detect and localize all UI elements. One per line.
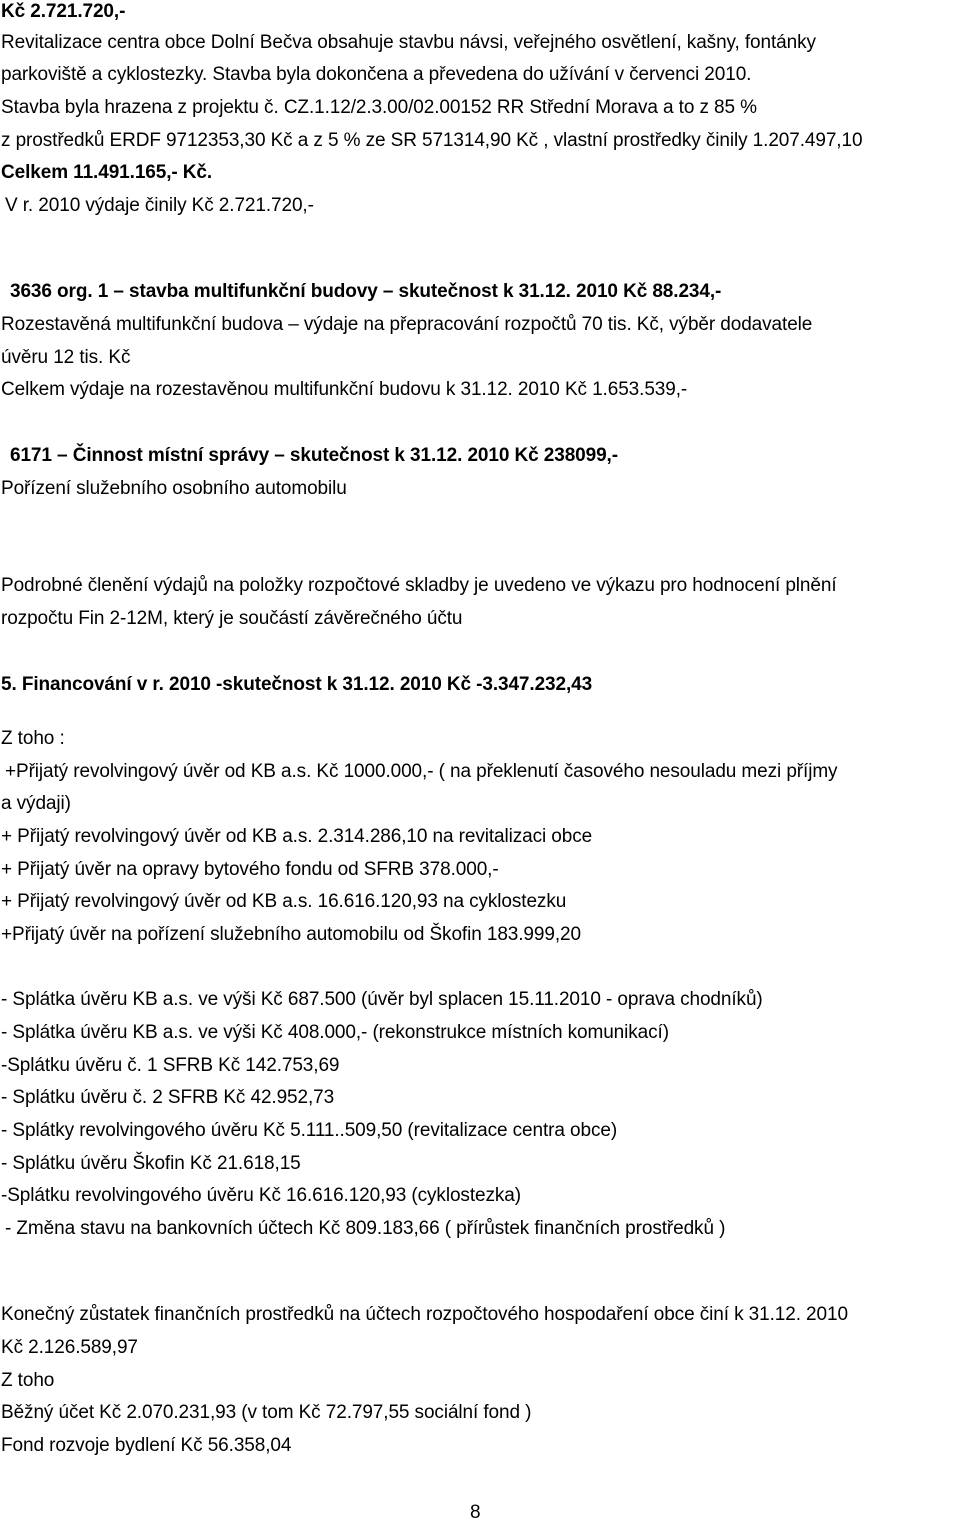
text-line: Z toho <box>1 1370 55 1391</box>
text-line: Celkem výdaje na rozestavěnou multifunkční budovu k 31.12. 2010 Kč 1.653.539,- <box>1 379 688 400</box>
text-line: -Splátku úvěru č. 1 SFRB Kč 142.753,69 <box>1 1055 340 1076</box>
text-line: -Splátku revolvingového úvěru Kč 16.616.120,93 (cyklostezka) <box>1 1185 521 1206</box>
text-line: úvěru 12 tis. Kč <box>1 347 131 368</box>
text-line: Stavba byla hrazena z projektu č. CZ.1.12/2.3.00/02.00152 RR Střední Morava a to z 85 % <box>1 97 757 118</box>
section-heading-3636: 3636 org. 1 – stavba multifunkční budovy – skutečnost k 31.12. 2010 Kč 88.234,- <box>10 281 722 302</box>
text-line: Běžný účet Kč 2.070.231,93 (v tom Kč 72.797,55 sociální fond ) <box>1 1402 532 1423</box>
text-line: a výdaji) <box>1 793 71 814</box>
text-line: Pořízení služebního osobního automobilu <box>1 478 347 499</box>
text-line: +Přijatý úvěr na pořízení služebního automobilu od Škofin 183.999,20 <box>1 924 581 945</box>
text-line: + Přijatý revolvingový úvěr od KB a.s. 2.314.286,10 na revitalizaci obce <box>1 826 593 847</box>
amount-heading: Kč 2.721.720,- <box>1 1 126 22</box>
text-line: - Splátka úvěru KB a.s. ve výši Kč 408.000,- (rekonstrukce místních komunikací) <box>1 1022 669 1043</box>
section-heading-financovani: 5. Financování v r. 2010 -skutečnost k 31.12. 2010 Kč -3.347.232,43 <box>1 674 593 695</box>
text-line: Fond rozvoje bydlení Kč 56.358,04 <box>1 1435 292 1456</box>
text-line: z prostředků ERDF 9712353,30 Kč a z 5 % ze SR 571314,90 Kč , vlastní prostředky činily 1.207.497,10 <box>1 130 863 151</box>
text-line: - Splátku úvěru Škofin Kč 21.618,15 <box>1 1153 301 1174</box>
text-line: Konečný zůstatek finančních prostředků na účtech rozpočtového hospodaření obce činí k 31.12. 2010 <box>1 1304 848 1325</box>
text-line: + Přijatý úvěr na opravy bytového fondu od SFRB 378.000,- <box>1 859 499 880</box>
total-line: Celkem 11.491.165,- Kč. <box>1 162 213 183</box>
text-line: +Přijatý revolvingový úvěr od KB a.s. Kč 1000.000,- ( na překlenutí časového nesouladu mezi příjmy <box>5 761 838 782</box>
text-line: Podrobné členění výdajů na položky rozpočtové skladby je uvedeno ve výkazu pro hodnocení plnění <box>1 575 837 596</box>
text-line: Z toho : <box>1 728 65 749</box>
page-number: 8 <box>470 1502 481 1523</box>
text-line: - Splátky revolvingového úvěru Kč 5.111..509,50 (revitalizace centra obce) <box>1 1120 618 1141</box>
text-line: rozpočtu Fin 2-12M, který je součástí závěrečného účtu <box>1 608 463 629</box>
text-line: - Splátku úvěru č. 2 SFRB Kč 42.952,73 <box>1 1087 335 1108</box>
text-line: V r. 2010 výdaje činily Kč 2.721.720,- <box>5 195 314 216</box>
text-line: Rozestavěná multifunkční budova – výdaje na přepracování rozpočtů 70 tis. Kč, výběr dodavatele <box>1 314 813 335</box>
text-line: parkoviště a cyklostezky. Stavba byla dokončena a převedena do užívání v červenci 2010. <box>1 64 752 85</box>
text-line: Revitalizace centra obce Dolní Bečva obsahuje stavbu návsi, veřejného osvětlení, kašny, fontánky <box>1 32 816 53</box>
section-heading-6171: 6171 – Činnost místní správy – skutečnost k 31.12. 2010 Kč 238099,- <box>10 445 618 466</box>
text-line: - Splátka úvěru KB a.s. ve výši Kč 687.500 (úvěr byl splacen 15.11.2010 - oprava chodníků) <box>1 989 763 1010</box>
text-line: + Přijatý revolvingový úvěr od KB a.s. 16.616.120,93 na cyklostezku <box>1 891 567 912</box>
text-line: - Změna stavu na bankovních účtech Kč 809.183,66 ( přírůstek finančních prostředků ) <box>5 1218 726 1239</box>
text-line: Kč 2.126.589,97 <box>1 1337 138 1358</box>
